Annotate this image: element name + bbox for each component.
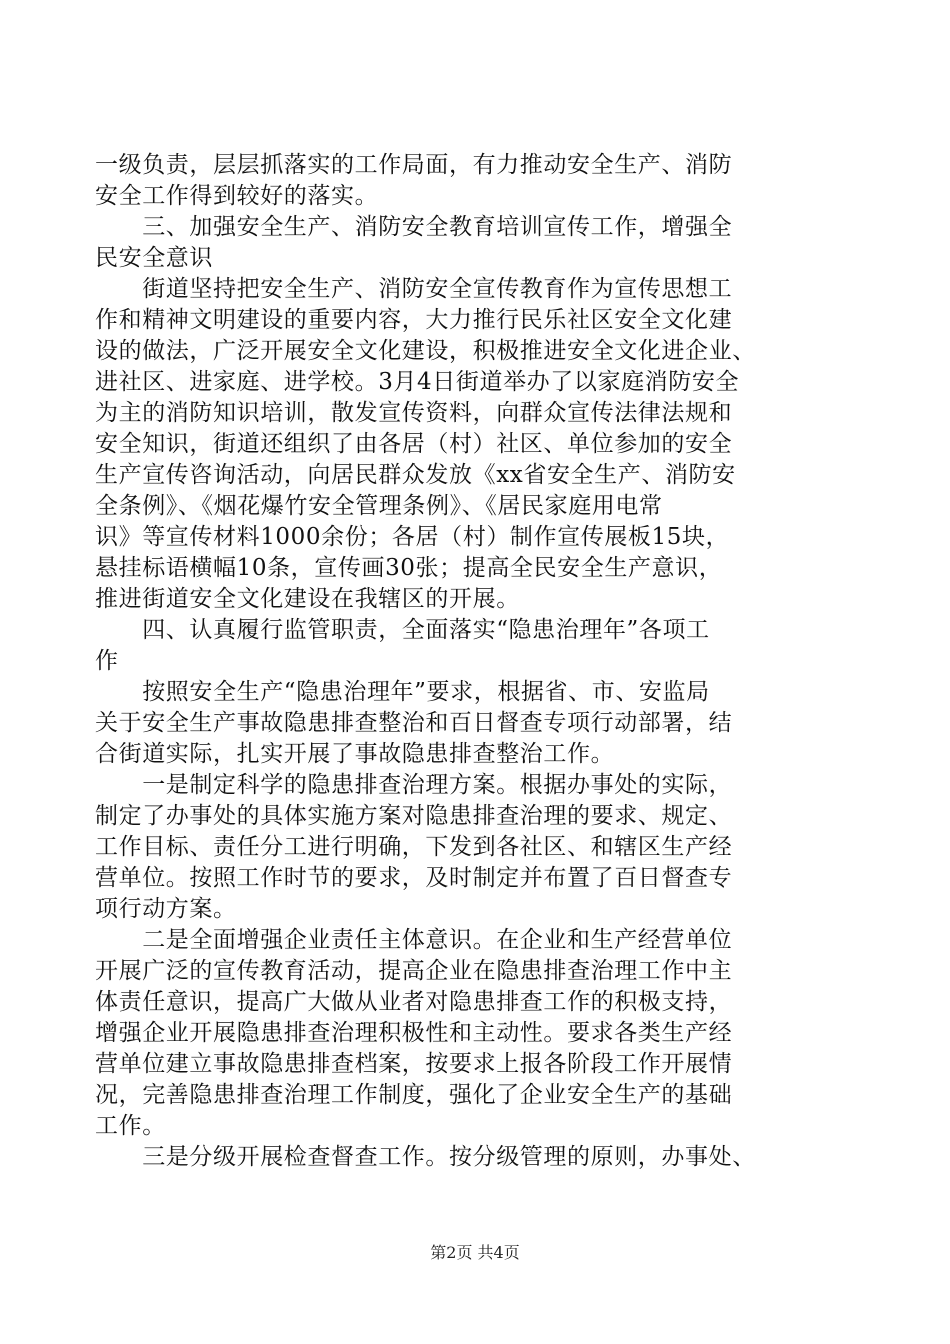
document-body: [95, 150, 855, 1173]
text-line: 街道坚持把安全生产、消防安全宣传教育作为宣传思想工: [95, 276, 733, 302]
text-line: 二是全面增强企业责任主体意识。在企业和生产经营单位: [95, 927, 733, 953]
section-heading-line: 民安全意识: [95, 245, 213, 271]
page-number-label: 第2页 共4页: [430, 1243, 520, 1262]
text-line: 项行动方案。: [95, 896, 237, 922]
text-line: 识》等宣传材料1000余份；各居（村）制作宣传展板15块，: [95, 524, 730, 550]
text-line: 体责任意识，提高广大做从业者对隐患排查工作的积极支持，: [95, 989, 733, 1015]
text-line: 开展广泛的宣传教育活动，提高企业在隐患排查治理工作中主: [95, 958, 733, 984]
text-line: 工作。: [95, 1113, 166, 1139]
section-heading-line: 三、加强安全生产、消防安全教育培训宣传工作，增强全: [95, 214, 733, 240]
text-line: 作和精神文明建设的重要内容，大力推行民乐社区安全文化建: [95, 307, 733, 333]
text-line: 增强企业开展隐患排查治理积极性和主动性。要求各类生产经: [95, 1020, 733, 1046]
text-line: 况，完善隐患排查治理工作制度，强化了企业安全生产的基础: [95, 1082, 733, 1108]
text-line: 生产宣传咨询活动，向居民群众发放《xx省安全生产、消防安: [95, 462, 736, 488]
text-line: 为主的消防知识培训，散发宣传资料，向群众宣传法律法规和: [95, 400, 733, 426]
text-line: 制定了办事处的具体实施方案对隐患排查治理的要求、规定、: [95, 803, 733, 829]
text-line: 全条例》、《烟花爆竹安全管理条例》、《居民家庭用电常: [95, 493, 663, 519]
text-line: 营单位。按照工作时节的要求，及时制定并布置了百日督查专: [95, 865, 733, 891]
text-line: 营单位建立事故隐患排查档案，按要求上报各阶段工作开展情: [95, 1051, 733, 1077]
text-line: 推进街道安全文化建设在我辖区的开展。: [95, 586, 520, 612]
text-line: 一级负责，层层抓落实的工作局面，有力推动安全生产、消防: [95, 152, 733, 178]
text-line: 合街道实际，扎实开展了事故隐患排查整治工作。: [95, 741, 615, 767]
section-heading-line: 四、认真履行监管职责，全面落实“隐患治理年”各项工: [95, 617, 710, 643]
text-line: 安全知识，街道还组织了由各居（村）社区、单位参加的安全: [95, 431, 733, 457]
text-line: 三是分级开展检查督查工作。按分级管理的原则，办事处、: [95, 1144, 756, 1170]
text-line: 进社区、进家庭、进学校。3月4日街道举办了以家庭消防安全: [95, 369, 740, 395]
page-footer: [0, 1243, 950, 1263]
text-line: 工作目标、责任分工进行明确，下发到各社区、和辖区生产经: [95, 834, 733, 860]
text-line: 一是制定科学的隐患排查治理方案。根据办事处的实际，: [95, 772, 733, 798]
text-line: 按照安全生产“隐患治理年”要求，根据省、市、安监局: [95, 679, 710, 705]
section-heading-line: 作: [95, 648, 119, 674]
text-line: 设的做法，广泛开展安全文化建设，积极推进安全文化进企业、: [95, 338, 756, 364]
text-line: 悬挂标语横幅10条，宣传画30张；提高全民安全生产意识，: [95, 555, 723, 581]
text-line: 安全工作得到较好的落实。: [95, 183, 379, 209]
text-line: 关于安全生产事故隐患排查整治和百日督查专项行动部署，结: [95, 710, 733, 736]
